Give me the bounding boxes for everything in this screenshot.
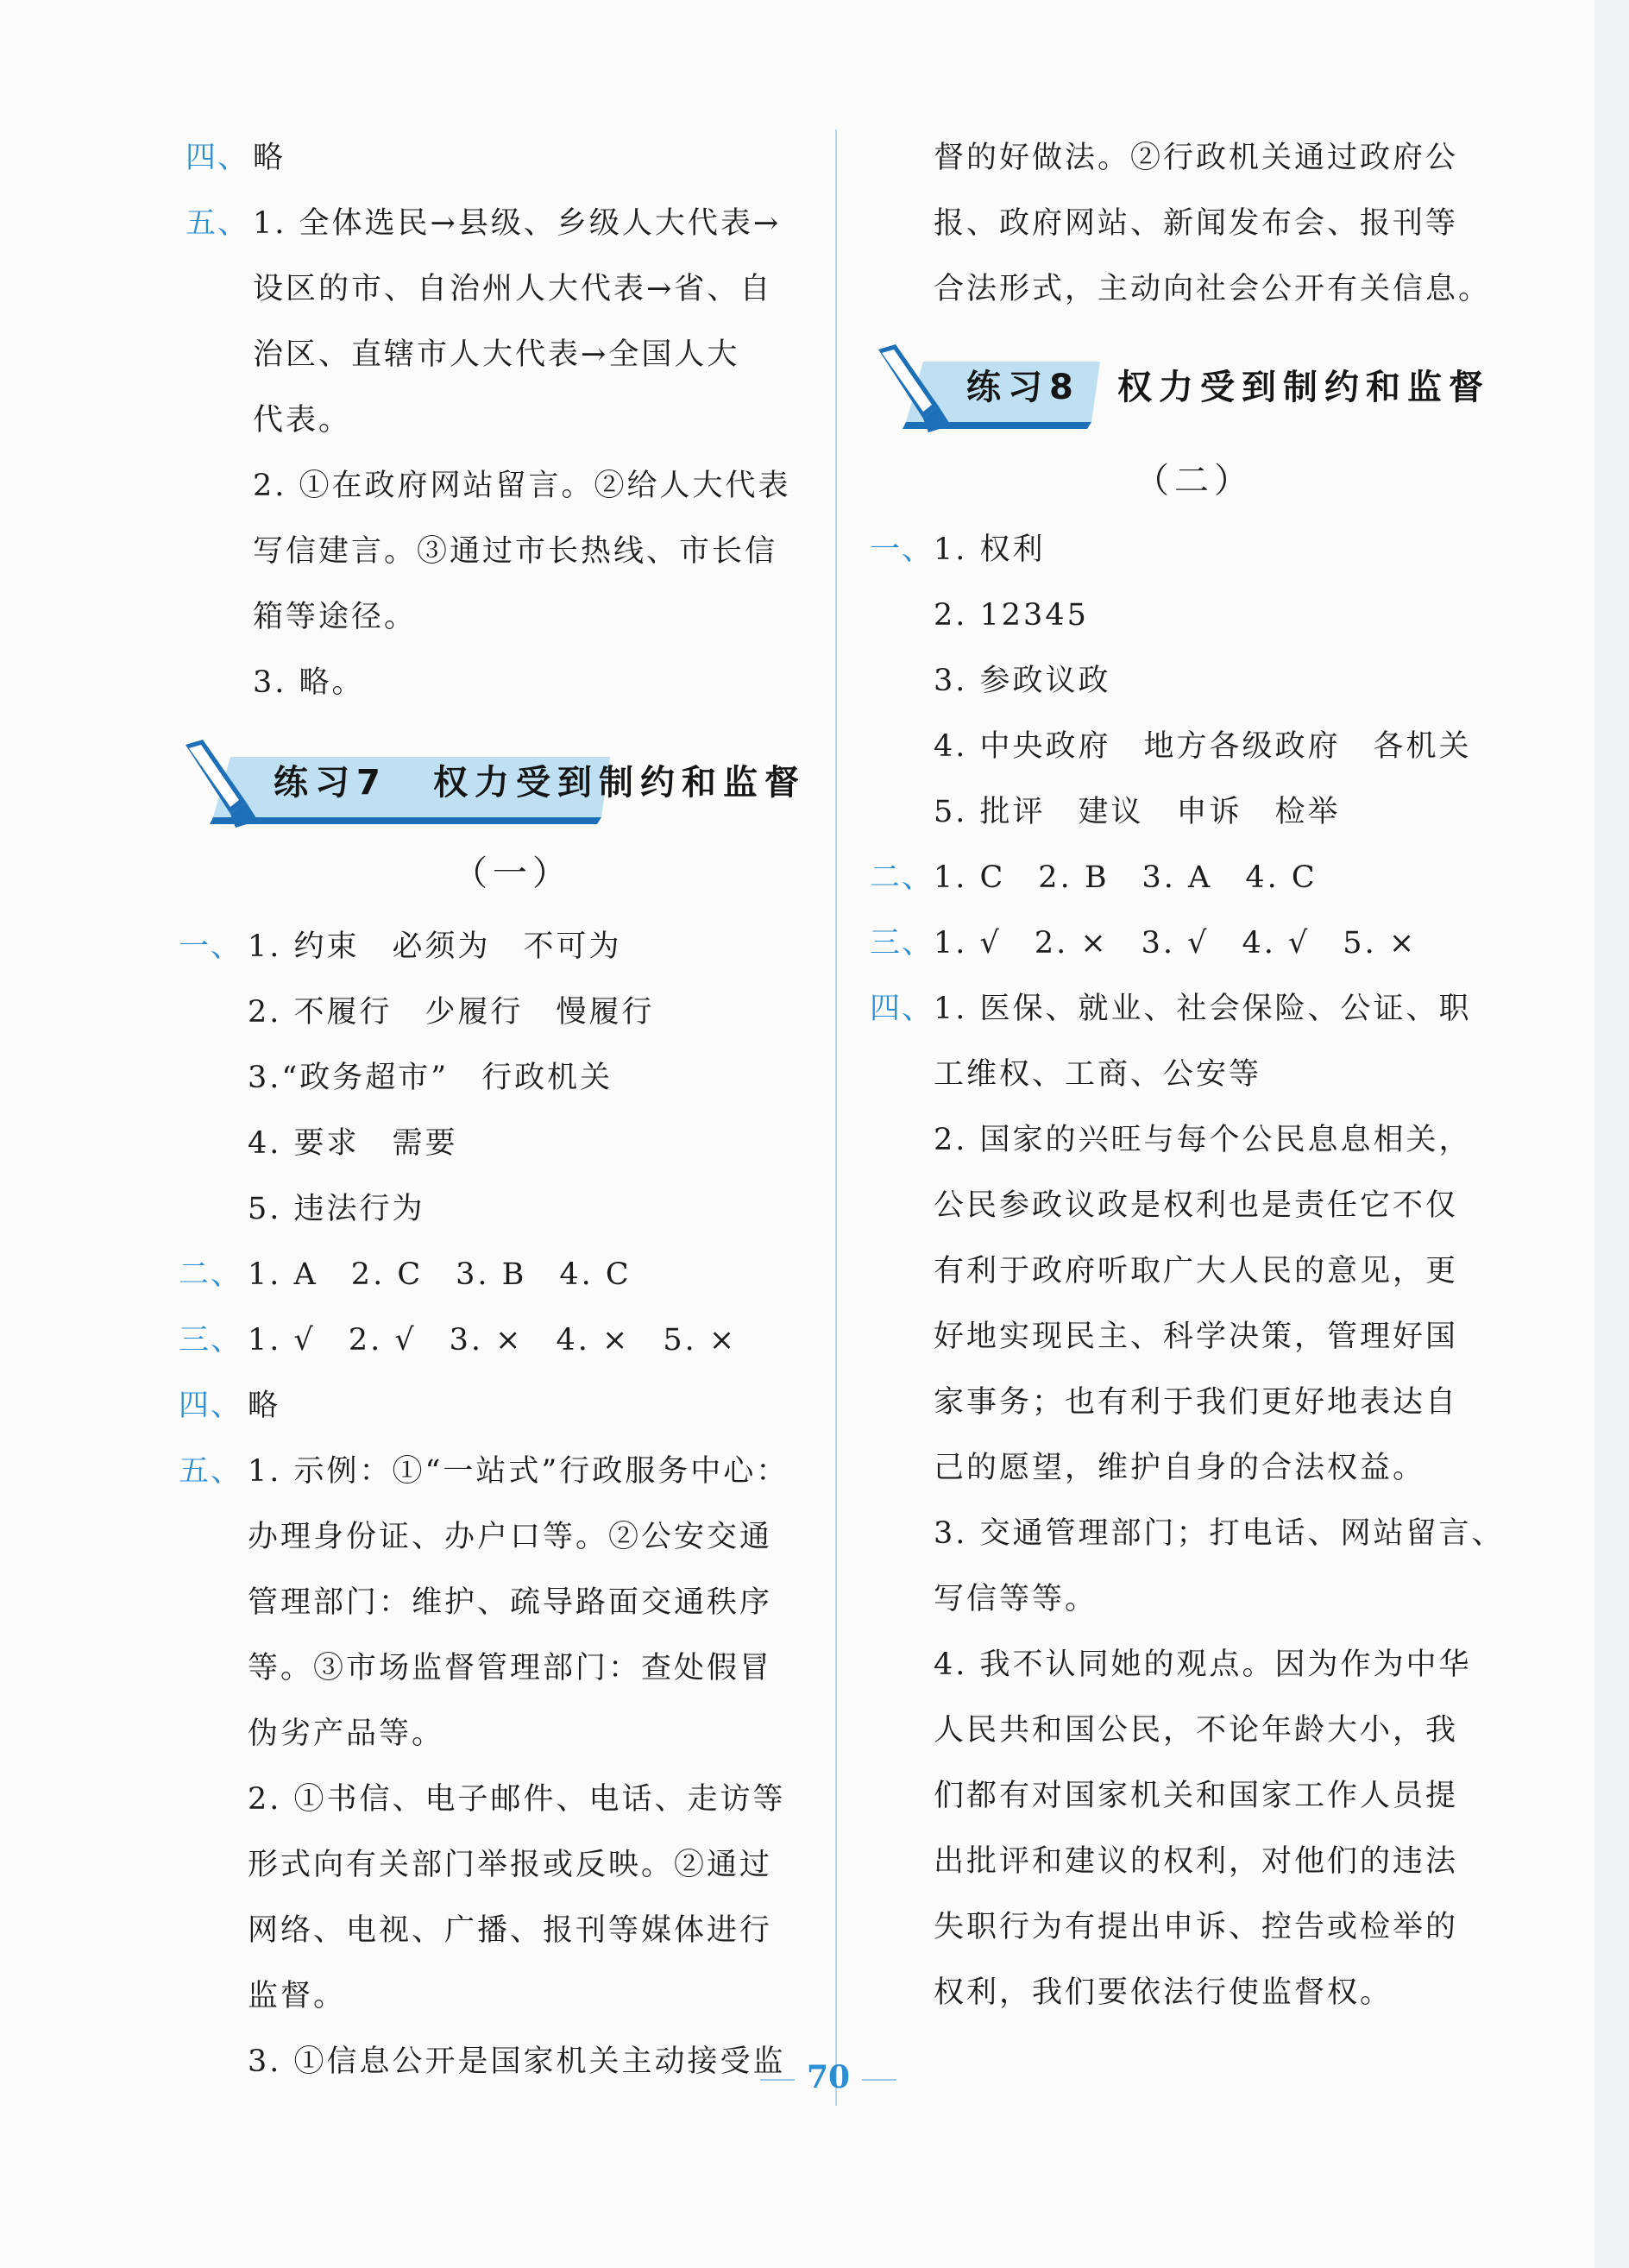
answer-text: 家事务；也有利于我们更好地表达自: [934, 1385, 1459, 1420]
section-title: 权力受到制约和监督: [1117, 368, 1490, 407]
section-number: 练习8: [966, 368, 1080, 407]
answer-text: 2. ①书信、电子邮件、电话、走访等: [248, 1782, 786, 1817]
item-number: 四、: [179, 1389, 243, 1423]
answer-text: 形式向有关部门举报或反映。②通过: [248, 1848, 773, 1882]
section-title: 权力受到制约和监督: [433, 763, 806, 803]
answer-text: 们都有对国家机关和国家工作人员提: [934, 1779, 1459, 1813]
item-number: 三、: [179, 1323, 243, 1358]
answer-text: 2. 12345: [934, 598, 1089, 633]
section-subtitle: （一）: [453, 854, 572, 893]
section-banner-7: [179, 738, 806, 833]
answer-text: 好地实现民主、科学决策，管理好国: [934, 1320, 1459, 1354]
answer-text: 3.“政务超市” 行政机关: [248, 1061, 613, 1095]
answer-text: 1. 全体选民→县级、乡级人大代表→: [253, 206, 782, 241]
answer-text: 办理身份证、办户口等。②公安交通: [248, 1520, 773, 1554]
item-number: 三、: [870, 926, 934, 961]
answer-text: 出批评和建议的权利，对他们的违法: [934, 1844, 1459, 1879]
answer-text: 1. √ 2. × 3. √ 4. √ 5. ×: [934, 926, 1418, 961]
page-edge: [1594, 0, 1629, 2268]
answer-text: 2. 不履行 少履行 慢履行: [248, 995, 655, 1030]
column-divider: [835, 129, 837, 2106]
answer-text: 略: [253, 141, 286, 175]
answer-text: 3. ①信息公开是国家机关主动接受监: [248, 2044, 786, 2079]
answer-text: 治区、直辖市人大代表→全国人大: [253, 337, 740, 372]
answer-text: 代表。: [253, 403, 352, 438]
page-number-dash-left: [760, 2079, 795, 2081]
section-banner-8: [871, 343, 1490, 438]
answer-text: 5. 批评 建议 申诉 检举: [934, 795, 1341, 829]
item-number: 四、: [870, 992, 934, 1026]
item-number: 二、: [870, 860, 934, 895]
answer-text: 1. 示例：①“一站式”行政服务中心：: [248, 1454, 789, 1489]
answer-text: 设区的市、自治州人大代表→省、自: [253, 272, 773, 306]
answer-text: 工维权、工商、公安等: [934, 1057, 1262, 1092]
answer-text: 3. 交通管理部门；打电话、网站留言、: [934, 1516, 1505, 1551]
answer-text: 己的愿望，维护自身的合法权益。: [934, 1451, 1426, 1485]
answer-text: 1. 权利: [934, 532, 1046, 567]
answer-text: 箱等途径。: [253, 600, 418, 634]
answer-text: 2. 国家的兴旺与每个公民息息相关，: [934, 1123, 1472, 1157]
answer-text: 3. 参政议政: [934, 664, 1111, 698]
answer-text: 有利于政府听取广大人民的意见，更: [934, 1254, 1459, 1288]
answer-text: 4. 要求 需要: [248, 1126, 458, 1161]
answer-text: 等。③市场监督管理部门：查处假冒: [248, 1651, 773, 1685]
answer-text: 3. 略。: [253, 665, 365, 700]
answer-text: 1. C 2. B 3. A 4. C: [934, 860, 1318, 895]
answer-text: 略: [248, 1389, 281, 1423]
answer-text: 1. 约束 必须为 不可为: [248, 929, 622, 964]
item-number: 五、: [179, 1454, 243, 1489]
section-number: 练习7: [274, 763, 387, 803]
answer-text: 失职行为有提出申诉、控告或检举的: [934, 1910, 1459, 1944]
answer-text: 伪劣产品等。: [248, 1717, 445, 1751]
answer-text: 写信等等。: [934, 1582, 1098, 1616]
page-number: [742, 2059, 915, 2095]
item-number: 一、: [870, 532, 934, 567]
answer-text: 2. ①在政府网站留言。②给人大代表: [253, 469, 791, 503]
answer-text: 1. A 2. C 3. B 4. C: [248, 1257, 632, 1292]
page-number-text: 70: [806, 2059, 851, 2095]
item-number: 一、: [179, 929, 243, 964]
answer-text: 人民共和国公民，不论年龄大小，我: [934, 1713, 1459, 1748]
page-number-dash-right: [862, 2079, 896, 2081]
answer-text: 1. √ 2. √ 3. × 4. × 5. ×: [248, 1323, 738, 1358]
answer-text: 督的好做法。②行政机关通过政府公: [934, 141, 1459, 175]
item-number: 五、: [186, 206, 250, 241]
answer-text: 监督。: [248, 1979, 347, 2013]
answer-text: 5. 违法行为: [248, 1192, 425, 1226]
item-number: 四、: [186, 141, 250, 175]
answer-text: 1. 医保、就业、社会保险、公证、职: [934, 992, 1472, 1026]
answer-text: 报、政府网站、新闻发布会、报刊等: [934, 206, 1459, 241]
answer-text: 权利，我们要依法行使监督权。: [934, 1975, 1393, 2010]
item-number: 二、: [179, 1257, 243, 1292]
answer-text: 4. 中央政府 地方各级政府 各机关: [934, 729, 1472, 764]
answer-text: 网络、电视、广播、报刊等媒体进行: [248, 1913, 773, 1948]
answer-text: 公民参政议政是权利也是责任它不仅: [934, 1188, 1459, 1223]
section-subtitle: （二）: [1135, 461, 1254, 501]
answer-text: 管理部门：维护、疏导路面交通秩序: [248, 1585, 773, 1620]
answer-text: 写信建言。③通过市长热线、市长信: [253, 534, 778, 569]
answer-text: 4. 我不认同她的观点。因为作为中华: [934, 1647, 1472, 1682]
answer-text: 合法形式，主动向社会公开有关信息。: [934, 272, 1492, 306]
